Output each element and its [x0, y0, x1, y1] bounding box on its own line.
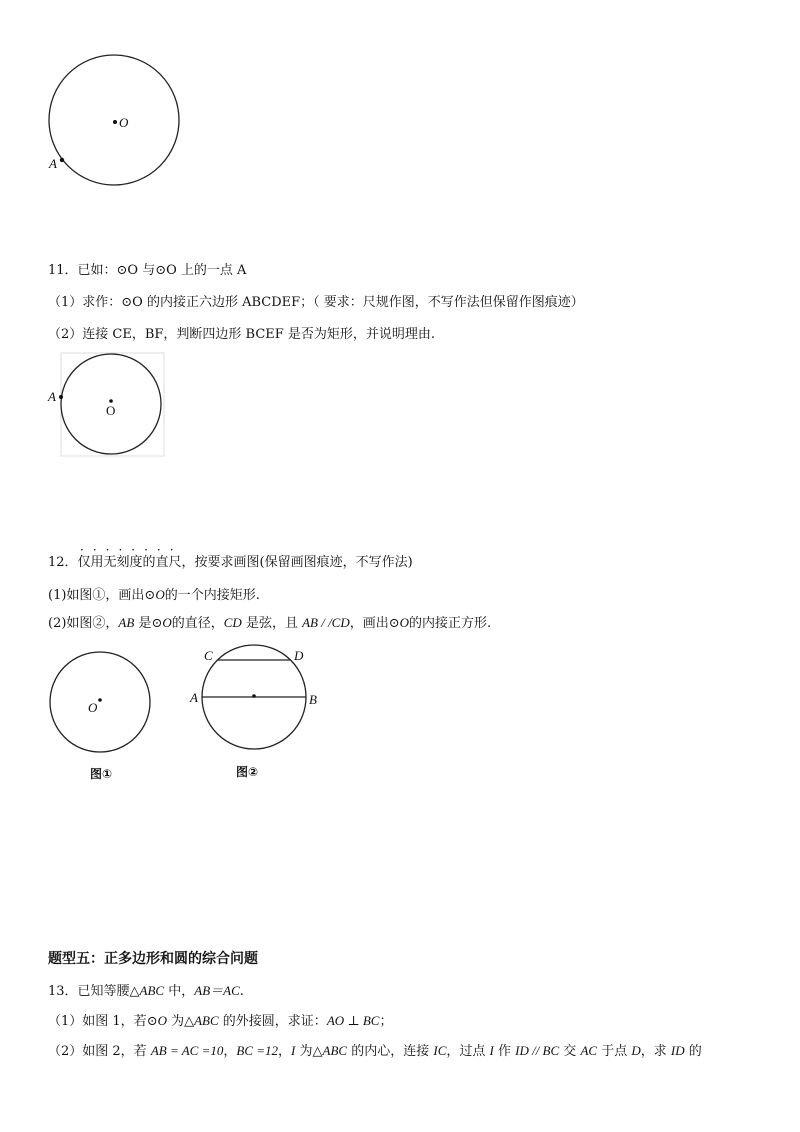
perp-expr: AO ⊥ BC	[326, 1013, 380, 1028]
center-dot	[113, 120, 117, 124]
text: 的	[684, 1044, 702, 1059]
figure-top-circle	[40, 50, 190, 195]
q13-line1-pre: 13．已知等腰	[48, 984, 130, 999]
q13-line1	[48, 982, 244, 1001]
label-o: O	[106, 403, 116, 418]
text: ，求	[640, 1044, 671, 1059]
q13-line3	[48, 1042, 702, 1061]
q12-line3-post: 的内接正方形.	[409, 616, 492, 631]
q12-line3-mid2: 的直径，	[171, 616, 224, 631]
text: 于点	[597, 1044, 632, 1059]
q12-line2-pre: (1)如图①，画出	[48, 588, 145, 603]
q13-line2-mid2: 的外接圆，求证：	[218, 1014, 327, 1029]
q13-line2-post: ；	[379, 1014, 393, 1029]
eq-bc: BC =12	[236, 1043, 279, 1058]
text: 的内心，连接	[347, 1044, 434, 1059]
label-a: A	[49, 156, 57, 171]
q11-line2: （1）求作：⊙O 的内接正六边形 ABCDEF；（ 要求：尺规作图，不写作法但保留作图痕迹）	[48, 295, 584, 310]
label-d: D	[294, 648, 304, 663]
q12-line3-pre: (2)如图②，	[48, 616, 119, 631]
circle-symbol: ⊙O	[146, 1013, 167, 1028]
q12-line3-mid1: 是	[134, 616, 152, 631]
label-c: C	[204, 648, 213, 663]
text: 为	[295, 1044, 313, 1059]
point-a-dot	[60, 158, 64, 162]
triangle-abc: △ABC	[129, 983, 165, 998]
eq-lengths: AB = AC =10	[150, 1043, 224, 1058]
figure-12-2-caption: 图②	[236, 765, 259, 779]
q12-line3	[48, 614, 491, 633]
center-dot	[98, 698, 102, 702]
label-o: O	[119, 115, 129, 130]
q12-line2-post: 的一个内接矩形.	[164, 588, 260, 603]
circle-symbol: ⊙O	[151, 615, 172, 630]
triangle-abc: △ABC	[312, 1043, 348, 1058]
triangle-abc: △ABC	[184, 1013, 219, 1028]
q12-line3-mid4: ，画出	[349, 616, 389, 631]
figure-12-1	[44, 650, 164, 760]
label-o: O	[88, 700, 98, 715]
q11-line3: （2）连接 CE，BF，判断四边形 BCEF 是否为矩形，并说明理由.	[48, 327, 436, 342]
text: 作	[493, 1044, 516, 1059]
sep: ，	[223, 1044, 237, 1059]
q13-line3-pre: （2）如图 2，若	[48, 1044, 151, 1059]
figure-12-2	[188, 644, 328, 762]
emphasis-dots: ········	[80, 543, 183, 557]
label-b: B	[309, 692, 317, 707]
q13-line2-mid: 为	[166, 1014, 185, 1029]
figure-11-circle	[44, 352, 169, 460]
var-ac: AC	[580, 1043, 598, 1058]
sep: ，	[278, 1044, 292, 1059]
q13-line2-pre: （1）如图 1，若	[48, 1014, 147, 1029]
var-i: I	[291, 1043, 296, 1058]
q12-line2	[48, 586, 260, 605]
var-id: ID	[670, 1043, 685, 1058]
parallel-expr: ID // BC	[515, 1043, 560, 1058]
circle-o	[49, 55, 179, 185]
q12-line1: 12．仅用无刻度的直尺，按要求画图(保留画图痕迹，不写作法)	[48, 555, 413, 570]
var-ic: IC	[433, 1043, 447, 1058]
label-a: A	[48, 389, 56, 404]
label-a: A	[190, 690, 198, 705]
q11-line1: 11．已如：⊙O 与⊙O 上的一点 A	[48, 263, 247, 278]
parallel-expr: AB / /CD	[302, 615, 350, 630]
q12-line3-mid3: 是弦，且	[241, 616, 303, 631]
circle-symbol: ⊙O	[388, 615, 410, 630]
var-ab: AB	[118, 615, 135, 630]
circle-o	[50, 652, 150, 752]
point-a-dot	[59, 395, 63, 399]
circle-symbol: ⊙O	[144, 587, 165, 602]
center-dot	[252, 694, 256, 698]
eq-ab-ac: AB＝AC	[194, 983, 240, 998]
var-cd: CD	[223, 615, 242, 630]
text: 交	[559, 1044, 581, 1059]
var-i: I	[489, 1043, 494, 1058]
figure-12-1-caption: 图①	[90, 767, 113, 781]
text: ，过点	[446, 1044, 490, 1059]
var-d: D	[631, 1043, 641, 1058]
section-heading: 题型五：正多边形和圆的综合问题	[48, 951, 258, 967]
q13-line2	[48, 1012, 393, 1031]
q13-line1-mid: 中，	[164, 984, 195, 999]
q13-line1-post: .	[239, 984, 244, 999]
